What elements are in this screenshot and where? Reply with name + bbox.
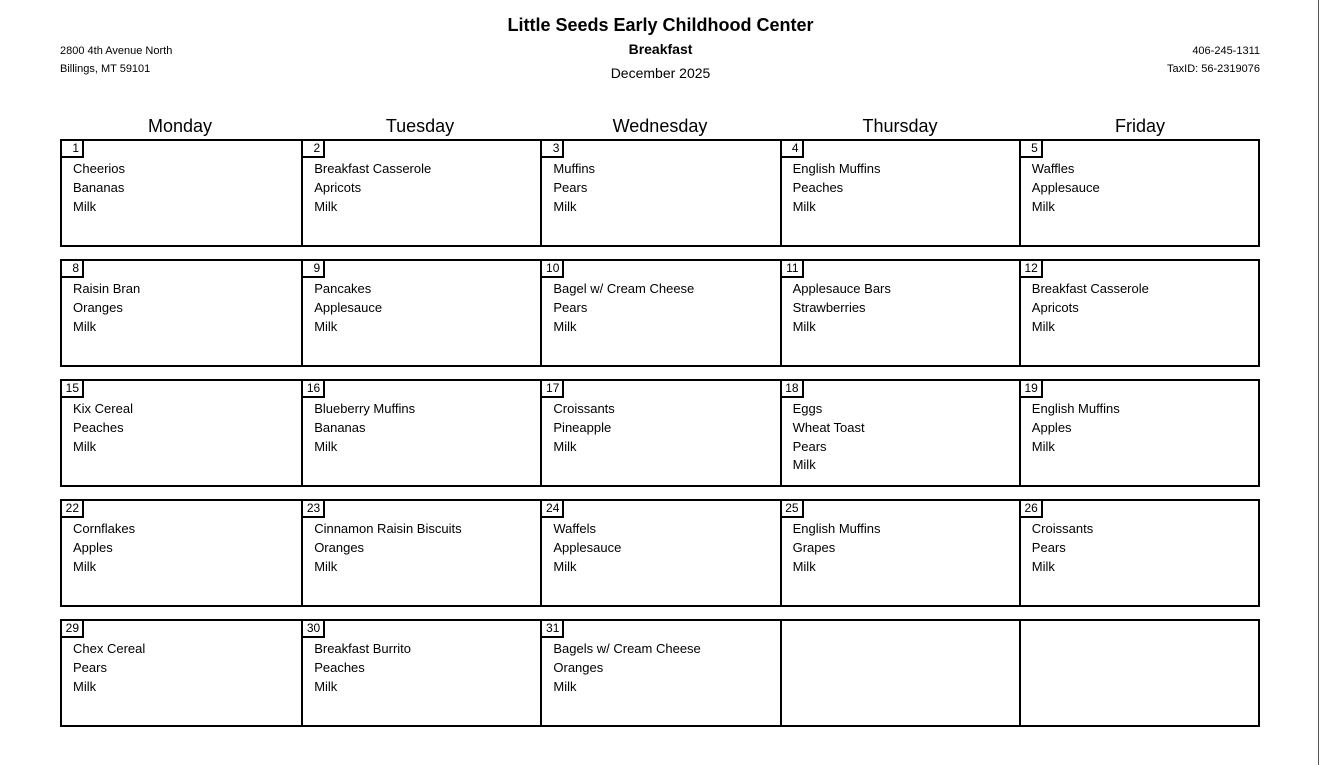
menu-item: Milk (553, 678, 577, 694)
menu-item: Pears (73, 659, 107, 675)
menu-item: Chex Cereal (73, 641, 146, 656)
day-cell (62, 501, 301, 605)
day-cell (1019, 501, 1258, 605)
menu-item: Apples (73, 539, 113, 555)
day-cell (62, 381, 301, 485)
day-number: 18 (782, 381, 804, 398)
day-cell (540, 261, 779, 365)
menu-items (553, 160, 595, 216)
weekday-tuesday: Tuesday (385, 116, 455, 136)
day-number: 24 (542, 501, 564, 518)
menu-item: Wheat Toast (792, 419, 865, 435)
week-row (60, 139, 1260, 247)
day-cell (780, 381, 1019, 485)
menu-items (314, 520, 461, 576)
day-number: 22 (62, 501, 84, 518)
day-number: 17 (542, 381, 564, 398)
menu-item: Peaches (73, 419, 124, 435)
menu-item: Milk (792, 457, 816, 473)
address-line-1: 2800 4th Avenue North (60, 45, 173, 57)
day-cell (301, 621, 540, 725)
menu-item: Milk (553, 558, 577, 574)
menu-items (793, 280, 891, 336)
menu-items (793, 160, 881, 216)
menu-items (314, 280, 382, 336)
menu-item: Pears (553, 299, 588, 315)
day-number: 12 (1021, 261, 1043, 278)
menu-item: Milk (73, 438, 97, 454)
menu-item: Milk (553, 438, 577, 454)
menu-item: Breakfast Burrito (314, 641, 412, 656)
day-number: 5 (1021, 141, 1043, 158)
menu-items (553, 400, 614, 456)
menu-item: Bagels w/ Cream Cheese (553, 641, 701, 656)
menu-item: Milk (73, 678, 97, 694)
menu-item: Oranges (553, 659, 604, 675)
day-number: 23 (303, 501, 325, 518)
menu-items (73, 400, 133, 456)
menu-item: Croissants (553, 401, 615, 416)
day-cell (301, 141, 540, 245)
menu-item: Milk (314, 198, 338, 214)
day-cell (301, 501, 540, 605)
day-number: 16 (303, 381, 325, 398)
menu-item: Peaches (792, 179, 844, 195)
menu-item: Oranges (73, 299, 123, 315)
menu-item: Apricots (1031, 299, 1079, 315)
menu-item: Milk (792, 198, 816, 214)
menu-item: Pancakes (314, 281, 372, 296)
menu-item: Waffels (553, 521, 597, 536)
menu-item: Pears (553, 179, 588, 195)
menu-items (314, 400, 415, 456)
menu-items (793, 400, 865, 475)
menu-item: Cinnamon Raisin Biscuits (314, 521, 462, 536)
menu-item: Milk (73, 318, 97, 334)
menu-item: Eggs (792, 401, 823, 416)
menu-item: Breakfast Casserole (314, 161, 432, 176)
week-row (60, 619, 1260, 727)
day-cell (62, 141, 301, 245)
week-row (60, 379, 1260, 487)
menu-items (553, 640, 700, 696)
menu-item: Milk (1031, 558, 1055, 574)
day-cell (540, 141, 779, 245)
day-number: 29 (62, 621, 84, 638)
address-line-2: Billings, MT 59101 (60, 63, 151, 75)
day-cell (540, 621, 779, 725)
day-number: 30 (303, 621, 325, 638)
meal-name: Breakfast (628, 41, 693, 57)
menu-item: Muffins (553, 161, 596, 176)
menu-item: Milk (1031, 198, 1055, 214)
menu-item: Cornflakes (73, 521, 136, 536)
menu-item: English Muffins (792, 521, 881, 536)
menu-item: Strawberries (792, 299, 866, 315)
menu-items (73, 280, 140, 336)
day-number: 4 (782, 141, 804, 158)
menu-item: Milk (73, 198, 97, 214)
day-number: 25 (782, 501, 804, 518)
week-row (60, 259, 1260, 367)
day-cell (1019, 621, 1258, 725)
menu-item: Milk (1031, 438, 1055, 454)
menu-item: Grapes (792, 539, 836, 555)
weekday-friday: Friday (1114, 116, 1165, 136)
day-number: 9 (303, 261, 325, 278)
menu-item: Pears (1031, 539, 1066, 555)
day-number: 8 (62, 261, 84, 278)
menu-item: Oranges (314, 539, 365, 555)
day-cell (62, 261, 301, 365)
menu-item: English Muffins (1031, 401, 1120, 416)
day-number: 3 (542, 141, 564, 158)
menu-item: Waffles (1031, 161, 1075, 176)
menu-item: Cheerios (73, 161, 126, 176)
menu-item: Pears (792, 438, 827, 454)
day-cell (780, 141, 1019, 245)
day-cell (780, 501, 1019, 605)
menu-item: Blueberry Muffins (314, 401, 416, 416)
weekday-header-row (60, 116, 1260, 137)
day-number: 11 (782, 261, 804, 278)
menu-items (793, 520, 881, 576)
menu-item: Applesauce Bars (792, 281, 891, 296)
day-cell (780, 261, 1019, 365)
menu-item: Apples (1031, 419, 1072, 435)
menu-item: Milk (314, 318, 338, 334)
menu-item: Milk (314, 558, 338, 574)
menu-item: Raisin Bran (73, 281, 141, 296)
menu-item: Bananas (73, 179, 125, 195)
menu-item: Milk (792, 318, 816, 334)
day-cell (301, 261, 540, 365)
menu-item: Applesauce (553, 539, 622, 555)
menu-item: Milk (314, 438, 338, 454)
day-number: 19 (1021, 381, 1043, 398)
menu-items (314, 160, 431, 216)
day-cell (780, 621, 1019, 725)
menu-items (1032, 160, 1100, 216)
weekday-wednesday: Wednesday (612, 116, 708, 136)
menu-item: Applesauce (314, 299, 383, 315)
day-cell (1019, 141, 1258, 245)
menu-item: Milk (792, 558, 816, 574)
day-cell (540, 501, 779, 605)
week-row (60, 499, 1260, 607)
menu-item: Breakfast Casserole (1031, 281, 1149, 296)
menu-items (73, 520, 135, 576)
menu-items (1032, 520, 1093, 576)
menu-items (73, 160, 125, 216)
page-edge-line (1318, 0, 1319, 765)
menu-items (1032, 280, 1149, 336)
center-name: Little Seeds Early Childhood Center (507, 15, 814, 35)
menu-item: Milk (553, 198, 577, 214)
day-cell (62, 621, 301, 725)
menu-item: Milk (73, 558, 97, 574)
menu-items (553, 280, 694, 336)
weekday-monday: Monday (147, 116, 213, 136)
day-number: 15 (62, 381, 84, 398)
menu-month: December 2025 (610, 65, 711, 81)
day-cell (540, 381, 779, 485)
day-number: 1 (62, 141, 84, 158)
menu-item: Bananas (314, 419, 366, 435)
menu-item: Kix Cereal (73, 401, 133, 416)
menu-item: Milk (553, 318, 577, 334)
menu-items (314, 640, 411, 696)
menu-items (553, 520, 621, 576)
day-number: 31 (542, 621, 564, 638)
menu-item: Applesauce (1031, 179, 1100, 195)
day-cell (301, 381, 540, 485)
day-number: 26 (1021, 501, 1043, 518)
calendar-grid (60, 139, 1260, 739)
menu-item: Milk (1031, 318, 1055, 334)
weekday-thursday: Thursday (862, 116, 938, 136)
day-number: 10 (542, 261, 564, 278)
tax-id: TaxID: 56-2319076 (1167, 63, 1260, 75)
phone-number: 406-245-1311 (1192, 45, 1260, 57)
menu-item: Peaches (314, 659, 365, 675)
menu-items (1032, 400, 1120, 456)
menu-item: Croissants (1031, 521, 1094, 536)
menu-item: Milk (314, 678, 338, 694)
day-number: 2 (303, 141, 325, 158)
menu-item: Apricots (314, 179, 362, 195)
day-cell (1019, 381, 1258, 485)
menu-item: Pineapple (553, 419, 612, 435)
menu-item: Bagel w/ Cream Cheese (553, 281, 695, 296)
menu-item: English Muffins (792, 161, 881, 176)
menu-items (73, 640, 145, 696)
day-cell (1019, 261, 1258, 365)
